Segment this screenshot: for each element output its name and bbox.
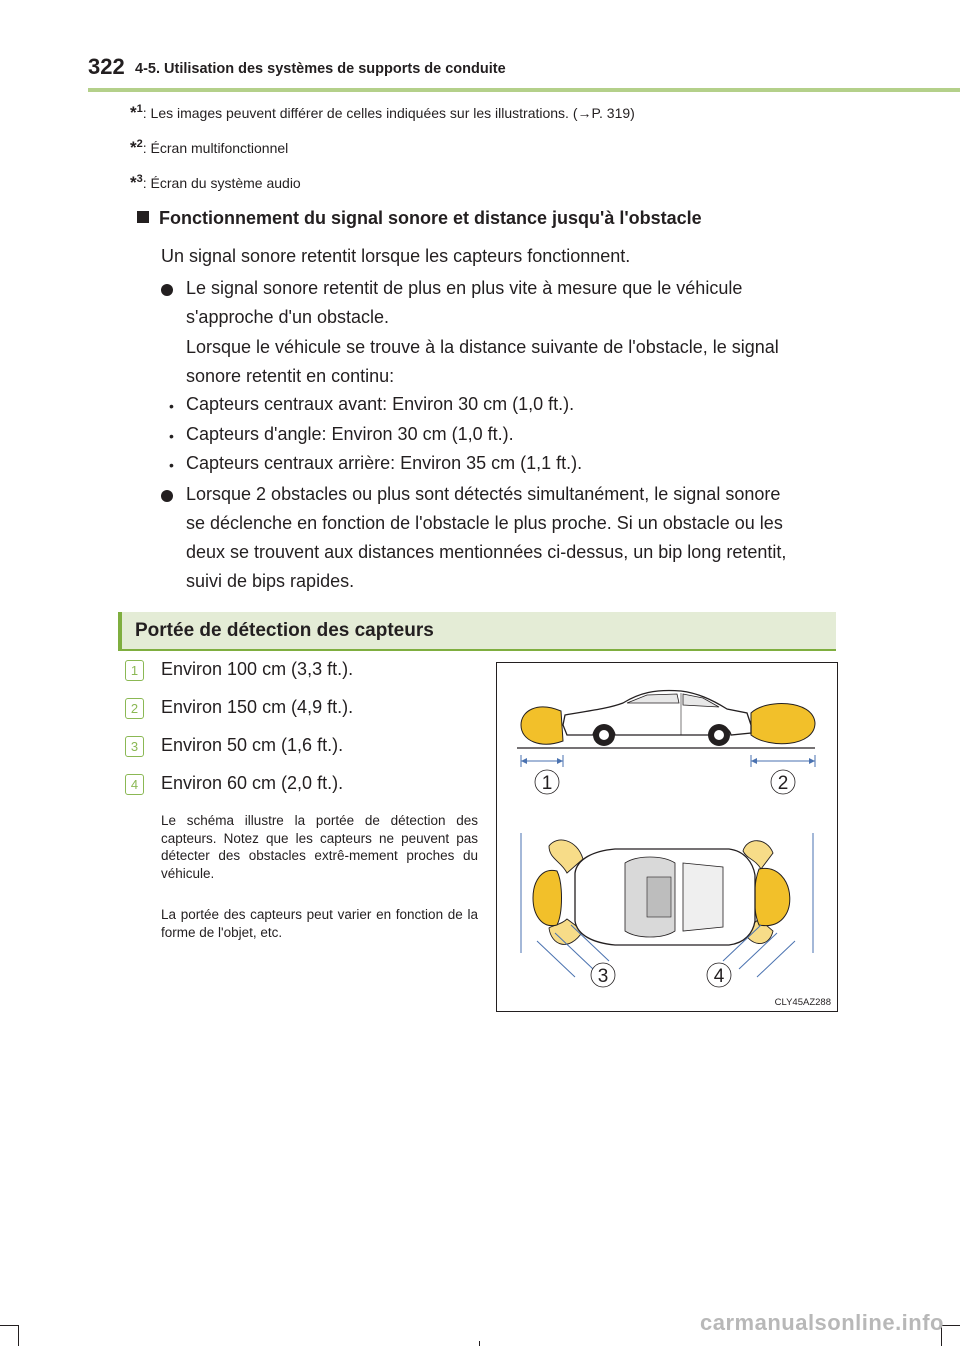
- section-title: 4-5. Utilisation des systèmes de supports de conduite: [135, 61, 506, 77]
- sub-item: Capteurs centraux avant: Environ 30 cm (1,0 ft.).: [186, 394, 575, 414]
- bullet-dot-icon: [161, 490, 173, 502]
- diagram-label-3: 3: [597, 966, 609, 987]
- item-number-badge: 4: [125, 774, 144, 795]
- bullet1-line: sonore retentit en continu:: [186, 366, 395, 386]
- item-number-badge: 2: [125, 698, 144, 719]
- section-bar-accent: [118, 612, 122, 651]
- bullet2-line: Lorsque 2 obstacles ou plus sont détectés simultanément, le signal sonore: [186, 484, 781, 504]
- range-item: Environ 100 cm (3,3 ft.).: [161, 659, 354, 679]
- range-item: Environ 50 cm (1,6 ft.).: [161, 735, 344, 755]
- bullet1-line: Le signal sonore retentit de plus en plus vite à mesure que le véhicule: [186, 278, 743, 298]
- page-number: 322: [88, 54, 125, 79]
- diagram-label-4: 4: [713, 966, 725, 987]
- bullet1-line: s'approche d'un obstacle.: [186, 307, 390, 327]
- sensor-range-diagram: [496, 662, 838, 1012]
- subsection-heading: Fonctionnement du signal sonore et distance jusqu'à l'obstacle: [137, 208, 702, 229]
- footnote-2: *$^2$: Écran multifonctionnel: [130, 138, 289, 157]
- square-bullet-icon: [137, 211, 149, 223]
- footnote-1: *$^1$: Les images peuvent différer de celles indiquées sur les illustrations. (→P. 319): [130, 103, 635, 122]
- range-item: Environ 150 cm (4,9 ft.).: [161, 697, 354, 717]
- sub-bullet-icon: •: [169, 428, 174, 444]
- sub-bullet-icon: •: [169, 398, 174, 414]
- range-note: La portée des capteurs peut varier en fonction de la forme de l'objet, etc.: [161, 907, 478, 940]
- range-note: Le schéma illustre la portée de détection des capteurs. Notez que les capteurs ne peuvent pas détecter des obstacles extrê-mement proches du véhicule.: [161, 813, 478, 881]
- section-bar-rule: [118, 649, 836, 651]
- header-rule: [88, 88, 960, 92]
- front-center-zone: [533, 870, 562, 925]
- item-number-badge: 3: [125, 736, 144, 757]
- footnote-3: *$^3$: Écran du système audio: [130, 173, 301, 192]
- rear-center-zone: [755, 868, 790, 925]
- bullet2-line: se déclenche en fonction de l'obstacle le plus proche. Si un obstacle ou les: [186, 513, 783, 533]
- rear-zone-side: [751, 704, 815, 744]
- front-zone-side: [521, 707, 563, 744]
- item-number-badge: 1: [125, 660, 144, 681]
- diagram-label-2: 2: [777, 773, 789, 794]
- watermark: carmanualsonline.info: [700, 1310, 944, 1335]
- bullet2-line: suivi de bips rapides.: [186, 571, 355, 591]
- top-view: [521, 833, 813, 987]
- bullet1-line: Lorsque le véhicule se trouve à la distance suivante de l'obstacle, le signal: [186, 337, 779, 357]
- bullet2-line: deux se trouvent aux distances mentionnées ci-dessus, un bip long retentit,: [186, 542, 787, 562]
- intro-paragraph: Un signal sonore retentit lorsque les capteurs fonctionnent.: [161, 246, 631, 266]
- range-section-title: Portée de détection des capteurs: [135, 620, 434, 641]
- side-view: [517, 691, 815, 795]
- bullet-dot-icon: [161, 284, 173, 296]
- diagram-label-1: 1: [541, 773, 553, 794]
- sub-item: Capteurs d'angle: Environ 30 cm (1,0 ft.).: [186, 424, 514, 444]
- diagram-code: CLY45AZ288: [774, 997, 831, 1008]
- range-item: Environ 60 cm (2,0 ft.).: [161, 773, 344, 793]
- sub-item: Capteurs centraux arrière: Environ 35 cm (1,1 ft.).: [186, 453, 583, 473]
- sub-bullet-icon: •: [169, 457, 174, 473]
